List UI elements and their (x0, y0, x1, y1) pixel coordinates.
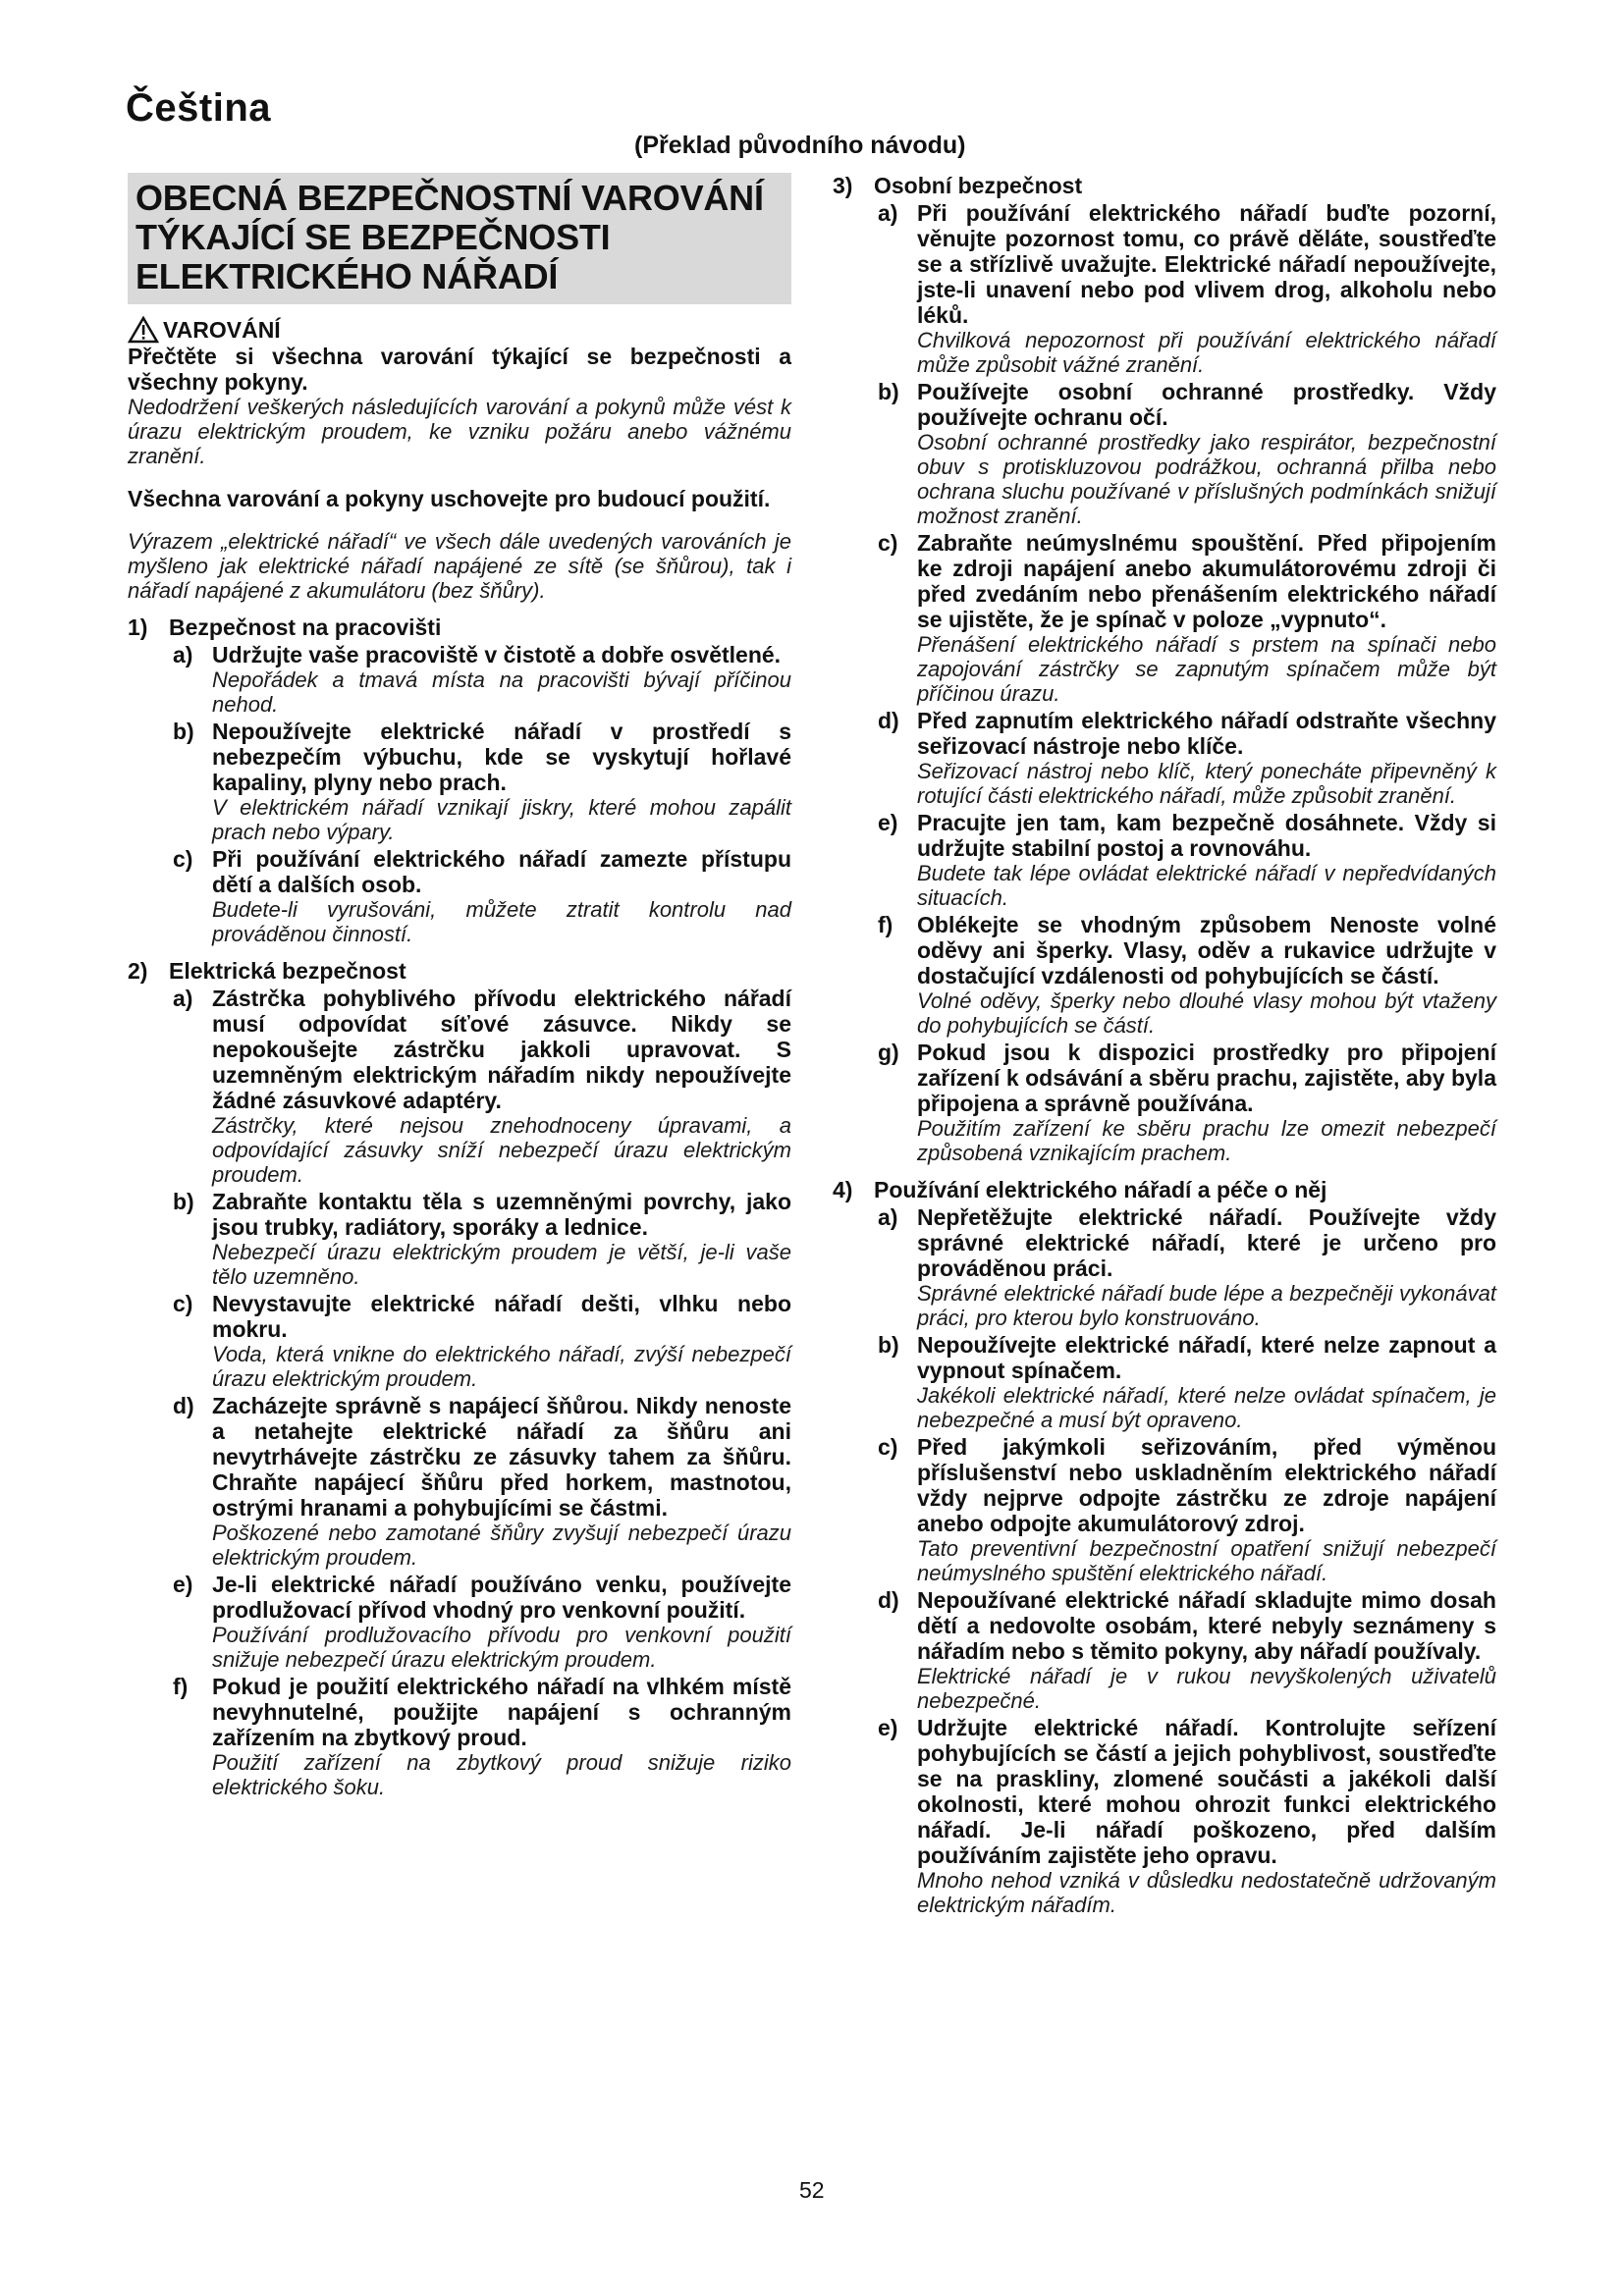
item-italic-text: Chvilková nepozornost při používání elektrického nářadí může způsobit vážné zranění. (917, 328, 1496, 377)
section-heading: OBECNÁ BEZPEČNOSTNÍ VAROVÁNÍ TÝKAJÍCÍ SE BEZPEČNOSTI ELEKTRICKÉHO NÁŘADÍ (128, 173, 791, 304)
section-number: 2) (128, 958, 148, 984)
item-bold-text: Pokud jsou k dispozici prostředky pro připojení zařízení k odsávání a sběru prachu, zajistěte, aby byla připojena a správně používána. (917, 1040, 1496, 1116)
page-number: 52 (799, 2177, 825, 2203)
item-bold-text: Nepřetěžujte elektrické nářadí. Používejte vždy správné elektrické nářadí, které je určeno pro prováděnou práci. (917, 1204, 1496, 1281)
item-bold-text: Nepoužívané elektrické nářadí skladujte mimo dosah dětí a nedovolte osobám, které nebyly seznámeny s nářadím nebo s těmito pokyny, aby nářadí používaly. (917, 1587, 1496, 1664)
list-item (833, 1434, 1496, 1585)
list-item (128, 986, 791, 1187)
document-language-title: Čeština (126, 86, 271, 130)
item-letter: b) (173, 1189, 194, 1214)
item-italic-text: Mnoho nehod vzniká v důsledku nedostatečně udržovaným elektrickým nářadím. (917, 1868, 1496, 1917)
item-italic-text: Voda, která vnikne do elektrického nářadí, zvýší nebezpečí úrazu elektrickým proudem. (212, 1342, 791, 1391)
list-item (833, 530, 1496, 706)
item-letter: a) (173, 642, 193, 667)
left-column (128, 173, 791, 1799)
section-title: Osobní bezpečnost (874, 173, 1083, 198)
item-letter: a) (173, 986, 193, 1011)
item-letter: a) (878, 200, 898, 226)
section-number: 4) (833, 1177, 853, 1202)
item-bold-text: Při používání elektrického nářadí zamezte přístupu dětí a dalších osob. (212, 846, 791, 897)
item-letter: b) (173, 719, 194, 744)
item-bold-text: Zástrčka pohyblivého přívodu elektrického nářadí musí odpovídat síťové zásuvce. Nikdy se nepokoušejte zástrčku jakkoli upravovat. S uzemněným elektrickým nářadím nikdy nepoužívejte žádné zásuvkové adaptéry. (212, 986, 791, 1113)
item-italic-text: Budete tak lépe ovládat elektrické nářadí v nepředvídaných situacích. (917, 861, 1496, 910)
warning-label: VAROVÁNÍ (163, 316, 281, 343)
item-bold-text: Pracujte jen tam, kam bezpečně dosáhnete. Vždy si udržujte stabilní postoj a rovnováhu. (917, 810, 1496, 861)
list-item (128, 1393, 791, 1570)
list-item (833, 200, 1496, 377)
item-italic-text: Použití zařízení na zbytkový proud snižuje riziko elektrického šoku. (212, 1750, 791, 1799)
item-italic-text: Nebezpečí úrazu elektrickým proudem je větší, je-li vaše tělo uzemněno. (212, 1240, 791, 1289)
list-item (833, 1332, 1496, 1432)
list-item (128, 846, 791, 946)
item-bold-text: Je-li elektrické nářadí používáno venku, používejte prodlužovací přívod vhodný pro venkovní použití. (212, 1572, 791, 1623)
item-letter: f) (878, 912, 893, 937)
section-title: Elektrická bezpečnost (169, 958, 406, 984)
item-bold-text: Udržujte vaše pracoviště v čistotě a dobře osvětlené. (212, 642, 782, 667)
item-letter: e) (878, 810, 898, 835)
item-italic-text: Seřizovací nástroj nebo klíč, který ponecháte připevněný k rotující části elektrického nářadí, může způsobit zranění. (917, 759, 1496, 808)
section-tool-use-and-care (833, 1177, 1496, 1917)
item-italic-text: Nepořádek a tmavá místa na pracovišti bývají příčinou nehod. (212, 667, 791, 717)
item-bold-text: Před jakýmkoli seřizováním, před výměnou příslušenství nebo uskladněním elektrického nářadí vždy nejprve odpojte zástrčku ze zdroje napájení anebo odpojte akumulátorový zdroj. (917, 1434, 1496, 1536)
list-item (128, 1189, 791, 1289)
item-bold-text: Před zapnutím elektrického nářadí odstraňte všechny seřizovací nástroje nebo klíče. (917, 708, 1496, 759)
keep-instructions: Všechna varování a pokyny uschovejte pro budoucí použití. (128, 486, 771, 511)
intro-italic: Nedodržení veškerých následujících varování a pokynů může vést k úrazu elektrickým proudem, ke vzniku požáru anebo vážnému zranění. (128, 395, 791, 468)
list-item (833, 912, 1496, 1038)
list-item (833, 1204, 1496, 1330)
section-number: 3) (833, 173, 853, 198)
item-italic-text: Osobní ochranné prostředky jako respirátor, bezpečnostní obuv s protiskluzovou podrážkou, ochranná přilba nebo ochrana sluchu používané v příslušných podmínkách snižují možnost zranění. (917, 430, 1496, 528)
item-letter: d) (878, 1587, 899, 1613)
list-item (128, 1572, 791, 1672)
item-italic-text: Používání prodlužovacího přívodu pro venkovní použití snižuje nebezpečí úrazu elektrickým proudem. (212, 1623, 791, 1672)
item-bold-text: Pokud je použití elektrického nářadí na vlhkém místě nevyhnutelné, použijte napájení s ochranným zařízením na zbytkový proud. (212, 1674, 791, 1750)
item-bold-text: Nevystavujte elektrické nářadí dešti, vlhku nebo mokru. (212, 1291, 791, 1342)
list-item (128, 719, 791, 844)
term-definition: Výrazem „elektrické nářadí“ ve všech dále uvedených varováních je myšleno jak elektrické nářadí napájené ze sítě (se šňůrou), tak i nářadí napájené z akumulátoru (bez šňůry). (128, 529, 791, 603)
item-italic-text: Jakékoli elektrické nářadí, které nelze ovládat spínačem, je nebezpečné a musí být opraveno. (917, 1383, 1496, 1432)
section-title: Používání elektrického nářadí a péče o něj (874, 1177, 1327, 1202)
document-subtitle: (Překlad původního návodu) (634, 132, 966, 159)
item-bold-text: Zacházejte správně s napájecí šňůrou. Nikdy nenoste a netahejte elektrické nářadí za šňůru ani nevytrhávejte zástrčku ze zásuvky tahem za šňůru. Chraňte napájecí šňůru před horkem, mastnotou, ostrými hranami a pohybujícími se částmi. (212, 1393, 791, 1521)
item-letter: c) (173, 1291, 193, 1316)
item-letter: c) (878, 1434, 898, 1460)
list-item (833, 1715, 1496, 1917)
item-letter: b) (878, 1332, 899, 1358)
item-letter: e) (173, 1572, 193, 1597)
item-bold-text: Udržujte elektrické nářadí. Kontrolujte seřízení pohybujících se částí a jejich pohyblivost, soustřeďte se na praskliny, zlomené součásti a jakékoli další okolnosti, které mohou ohrozit funkci elektrického nářadí. Je-li nářadí poškozeno, před dalším používáním zajistěte jeho opravu. (917, 1715, 1496, 1868)
item-letter: g) (878, 1040, 899, 1065)
item-bold-text: Při používání elektrického nářadí buďte pozorní, věnujte pozornost tomu, co právě děláte, soustřeďte se a střízlivě uvažujte. Elektrické nářadí nepoužívejte, jste-li unavení nebo pod vlivem drog, alkoholu nebo léků. (917, 200, 1496, 328)
item-bold-text: Používejte osobní ochranné prostředky. Vždy používejte ochranu očí. (917, 379, 1496, 430)
intro-bold: Přečtěte si všechna varování týkající se bezpečnosti a všechny pokyny. (128, 344, 791, 395)
item-letter: d) (173, 1393, 194, 1418)
item-letter: e) (878, 1715, 898, 1740)
item-letter: d) (878, 708, 899, 733)
item-italic-text: Tato preventivní bezpečnostní opatření snižují nebezpečí neúmyslného spuštění elektrického nářadí. (917, 1536, 1496, 1585)
item-letter: c) (878, 530, 898, 556)
right-column (833, 173, 1496, 1917)
list-item (833, 1040, 1496, 1165)
section-number: 1) (128, 614, 148, 640)
section-title: Bezpečnost na pracovišti (169, 614, 442, 640)
item-italic-text: Elektrické nářadí je v rukou nevyškolených uživatelů nebezpečné. (917, 1664, 1496, 1713)
item-bold-text: Nepoužívejte elektrické nářadí, které nelze zapnout a vypnout spínačem. (917, 1332, 1496, 1383)
item-letter: f) (173, 1674, 189, 1699)
list-item (833, 810, 1496, 910)
item-italic-text: Použitím zařízení ke sběru prachu lze omezit nebezpečí způsobená vznikajícím prachem. (917, 1116, 1496, 1165)
warning-title (128, 316, 791, 344)
warning-triangle-icon (128, 316, 159, 344)
section-workplace-safety (128, 614, 791, 946)
item-bold-text: Oblékejte se vhodným způsobem Nenoste volné oděvy ani šperky. Vlasy, oděv a rukavice udržujte v dostačující vzdálenosti od pohybujících se částí. (917, 912, 1496, 988)
item-italic-text: V elektrickém nářadí vznikají jiskry, které mohou zapálit prach nebo výpary. (212, 795, 791, 844)
list-item (128, 1674, 791, 1799)
item-letter: c) (173, 846, 193, 872)
list-item (833, 379, 1496, 528)
item-italic-text: Zástrčky, které nejsou znehodnoceny úpravami, a odpovídající zásuvky sníží nebezpečí úrazu elektrickým proudem. (212, 1113, 791, 1187)
section-personal-safety (833, 173, 1496, 1165)
item-bold-text: Zabraňte neúmyslnému spouštění. Před připojením ke zdroji napájení anebo akumulátorovému zdroji či před zvedáním nebo přenášením elektrického nářadí se ujistěte, že je spínač v poloze „vypnuto“. (917, 530, 1496, 632)
item-italic-text: Správné elektrické nářadí bude lépe a bezpečněji vykonávat práci, pro kterou bylo konstruováno. (917, 1281, 1496, 1330)
item-italic-text: Budete-li vyrušováni, můžete ztratit kontrolu nad prováděnou činností. (212, 897, 791, 946)
section-electrical-safety (128, 958, 791, 1799)
list-item (833, 1587, 1496, 1713)
item-italic-text: Volné oděvy, šperky nebo dlouhé vlasy mohou být vtaženy do pohybujících se částí. (917, 988, 1496, 1038)
item-bold-text: Zabraňte kontaktu těla s uzemněnými povrchy, jako jsou trubky, radiátory, sporáky a lednice. (212, 1189, 791, 1240)
item-letter: b) (878, 379, 899, 404)
item-letter: a) (878, 1204, 898, 1230)
list-item (833, 708, 1496, 808)
list-item (128, 1291, 791, 1391)
item-italic-text: Poškozené nebo zamotané šňůry zvyšují nebezpečí úrazu elektrickým proudem. (212, 1521, 791, 1570)
item-bold-text: Nepoužívejte elektrické nářadí v prostředí s nebezpečím výbuchu, kde se vyskytují hořlavé kapaliny, plyny nebo prach. (212, 719, 791, 795)
item-italic-text: Přenášení elektrického nářadí s prstem na spínači nebo zapojování zástrčky se zapnutým spínačem může být příčinou úrazu. (917, 632, 1496, 706)
list-item (128, 642, 791, 717)
